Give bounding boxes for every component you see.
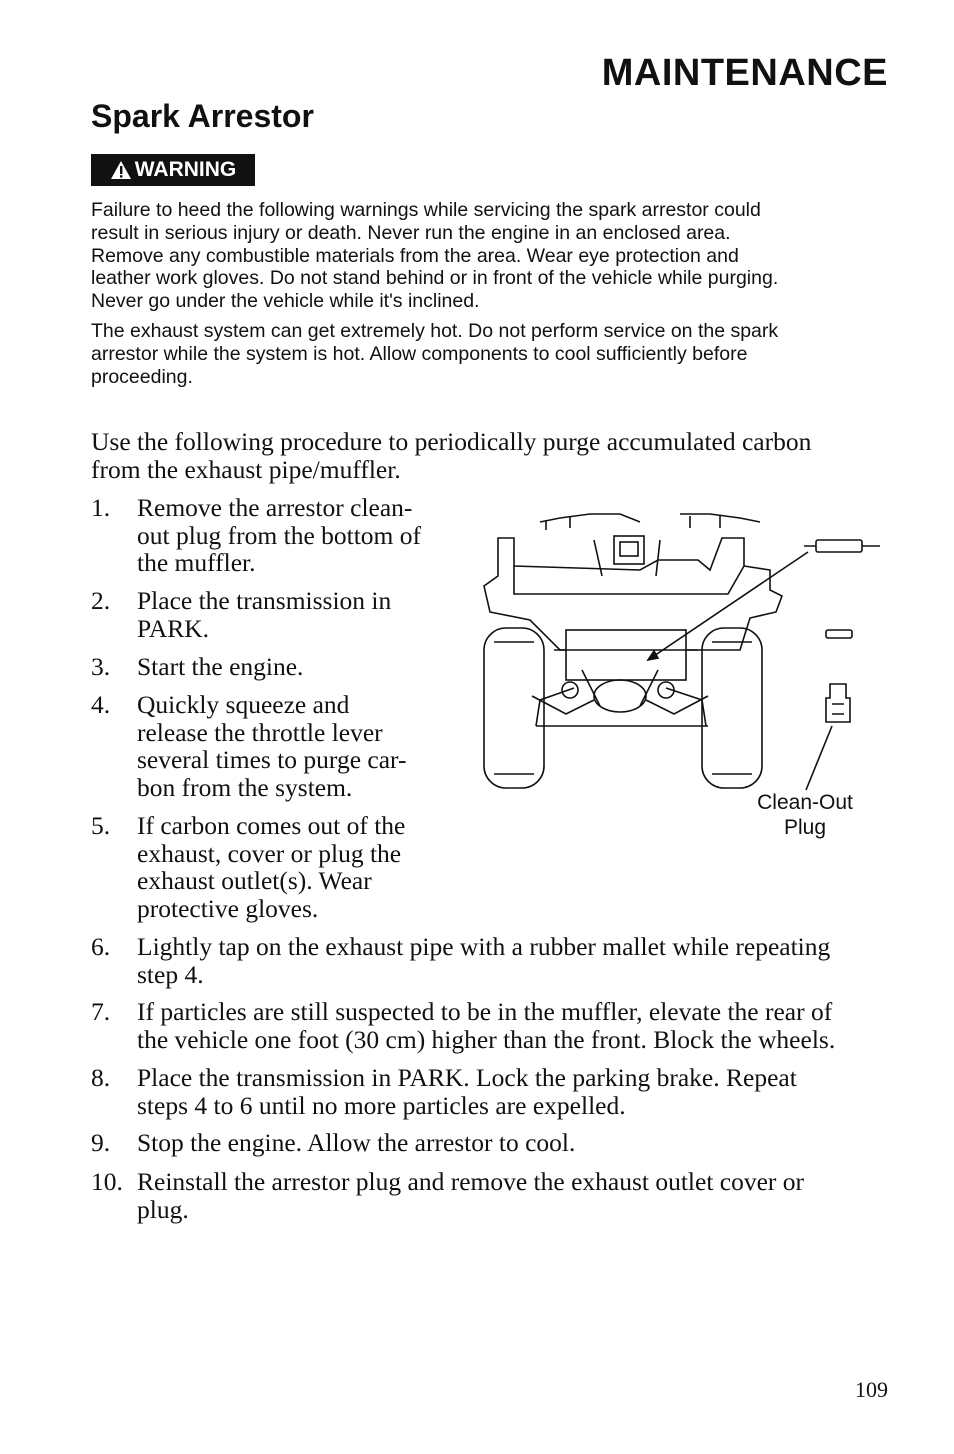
text-line: Reinstall the arrestor plug and remove the exhaust outlet cover or xyxy=(137,1167,805,1196)
text-line: steps 4 to 6 until no more particles are expelled. xyxy=(137,1090,626,1120)
step-text xyxy=(137,1168,804,1223)
text-line: If carbon comes out of the xyxy=(137,811,406,840)
step-text xyxy=(137,587,391,642)
step-number: 8. xyxy=(91,1063,111,1092)
text-line: Stop the engine. Allow the arrestor to cool. xyxy=(137,1128,576,1157)
warning-paragraph-2 xyxy=(91,320,891,388)
text-line: release the throttle lever xyxy=(137,717,383,747)
text-line: Clean-Out xyxy=(757,791,853,814)
warning-label: WARNING xyxy=(134,158,237,181)
intro-paragraph xyxy=(91,428,811,483)
page-number: 109 xyxy=(855,1377,888,1402)
text-line: Use the following procedure to periodically purge accumulated carbon xyxy=(91,427,812,456)
warning-triangle-icon xyxy=(110,160,132,180)
step-text xyxy=(137,1064,797,1119)
step-number: 7. xyxy=(91,997,111,1026)
step-number: 4. xyxy=(91,690,111,719)
step-text xyxy=(137,1129,575,1157)
text-line: Start the engine. xyxy=(137,652,304,681)
text-line: protective gloves. xyxy=(137,893,319,923)
step-number: 2. xyxy=(91,586,111,615)
step-number: 3. xyxy=(91,652,111,681)
text-line: Never go under the vehicle while it's inclined. xyxy=(91,290,480,313)
step-text xyxy=(137,812,405,922)
text-line: Remove the arrestor clean- xyxy=(137,493,413,522)
text-line: result in serious injury or death. Never run the engine in an enclosed area. xyxy=(91,221,731,244)
text-line: the vehicle one foot (30 cm) higher than the front. Block the wheels. xyxy=(137,1024,836,1054)
text-line: Failure to heed the following warnings while servicing the spark arrestor could xyxy=(91,199,761,221)
text-line: bon from the system. xyxy=(137,772,353,802)
step-number: 10. xyxy=(91,1167,123,1196)
text-line: plug. xyxy=(137,1194,189,1224)
text-line: the muffler. xyxy=(137,548,256,578)
text-line: out plug from the bottom of xyxy=(137,520,422,550)
text-line: The exhaust system can get extremely hot. Do not perform service on the spark xyxy=(91,320,779,342)
section-title: Spark Arrestor xyxy=(91,98,314,134)
text-line: exhaust outlet(s). Wear xyxy=(137,866,372,896)
text-line: proceeding. xyxy=(91,365,193,388)
text-line: Place the transmission in xyxy=(137,586,392,615)
text-line: If particles are still suspected to be in the muffler, elevate the rear of xyxy=(137,997,833,1026)
chapter-title: MAINTENANCE xyxy=(601,52,888,94)
text-line: arrestor while the system is hot. Allow components to cool sufficiently before xyxy=(91,342,748,365)
step-text xyxy=(137,494,421,577)
text-line: Remove any combustible materials from the area. Wear eye protection and xyxy=(91,244,739,267)
step-number: 9. xyxy=(91,1128,111,1157)
step-number: 5. xyxy=(91,811,111,840)
step-number: 1. xyxy=(91,493,111,522)
text-line: Quickly squeeze and xyxy=(137,690,350,719)
warning-paragraph-1 xyxy=(91,199,891,313)
text-line: leather work gloves. Do not stand behind or in front of the vehicle while purging. xyxy=(91,267,779,290)
step-number: 6. xyxy=(91,932,111,961)
text-line: Plug xyxy=(783,816,827,839)
step-text xyxy=(137,653,303,681)
text-line: step 4. xyxy=(137,959,204,989)
text-line: exhaust, cover or plug the xyxy=(137,838,402,868)
step-text xyxy=(137,933,830,988)
text-line: from the exhaust pipe/muffler. xyxy=(91,454,401,484)
text-line: PARK. xyxy=(137,613,210,643)
text-line: Place the transmission in PARK. Lock the parking brake. Repeat xyxy=(137,1063,797,1092)
warning-badge xyxy=(91,154,255,186)
step-text xyxy=(137,998,835,1053)
step-text xyxy=(137,691,407,801)
clean-out-plug-label xyxy=(740,790,870,840)
text-line: Lightly tap on the exhaust pipe with a rubber mallet while repeating xyxy=(137,932,831,961)
text-line: several times to purge car- xyxy=(137,745,407,775)
